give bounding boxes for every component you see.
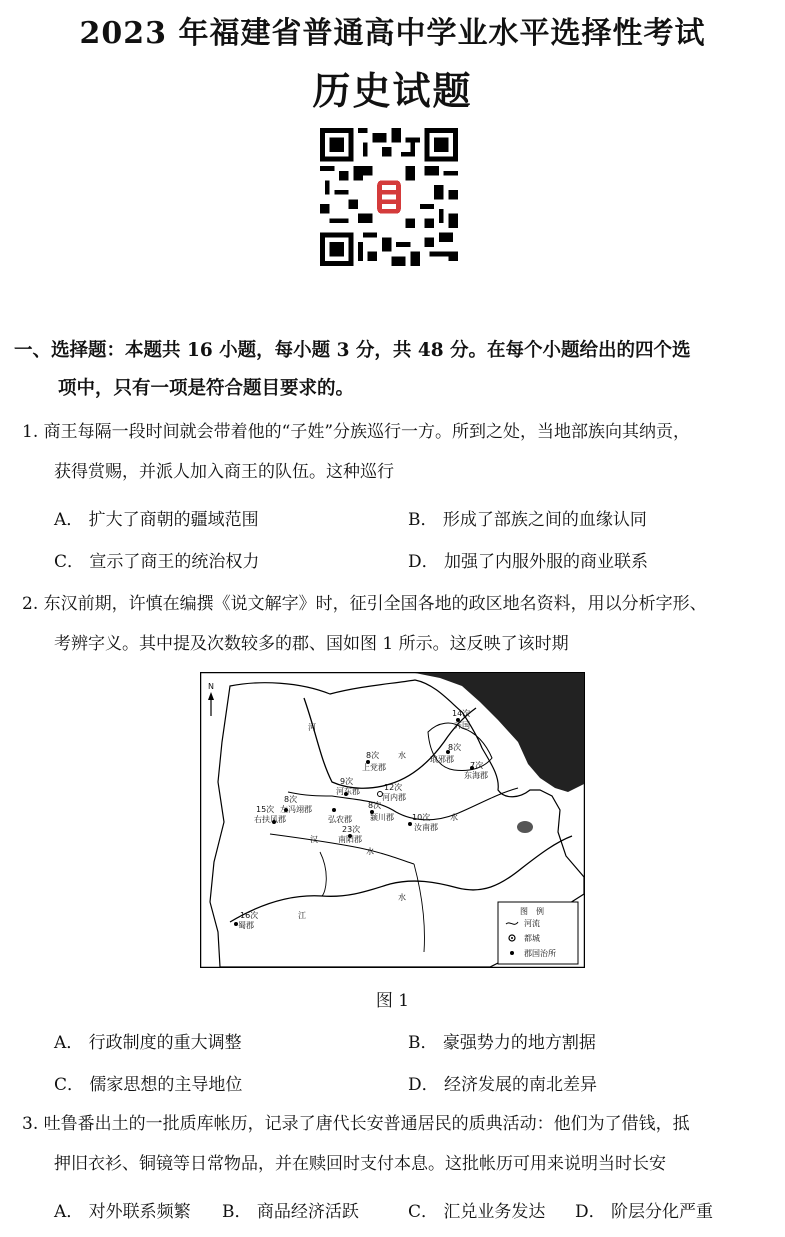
q2-option-b: B． 豪强势力的地方割据	[408, 1033, 596, 1053]
question-2	[22, 584, 774, 664]
q2-option-c: C． 儒家思想的主导地位	[54, 1075, 243, 1095]
question-1-line-1: 1. 商王每隔一段时间就会带着他的“子姓”分族巡行一方。所到之处，当地部族向其纳贡，	[22, 422, 691, 442]
legend-capital-label: 都城	[524, 934, 540, 943]
section-line-1: 一、选择题：本题共 16 小题，每小题 3 分，共 48 分。在每个小题给出的四个选	[14, 340, 691, 361]
figure-caption: 图 1	[375, 991, 410, 1011]
place-name-donghai: 东海郡	[464, 771, 488, 780]
river-label-shui-3: 水	[366, 847, 374, 856]
q2-option-d: D． 经济发展的南北差异	[408, 1075, 598, 1095]
legend-seat-label: 郡国治所	[524, 949, 556, 958]
q3-option-a: A． 对外联系频繁	[54, 1202, 191, 1222]
place-count-hedong: 9次	[340, 777, 354, 786]
q3-option-b: B． 商品经济活跃	[222, 1202, 359, 1222]
question-1	[22, 412, 774, 492]
han-commanderies-map	[200, 672, 585, 968]
place-name-zuopingyi: 左冯翊郡	[280, 805, 312, 814]
north-label: N	[208, 682, 214, 691]
question-3-line-1: 3. 吐鲁番出土的一批质库帐历，记录了唐代长安普通居民的质典活动：他们为了借钱，抵	[22, 1114, 690, 1134]
place-count-yingchuan: 8次	[368, 801, 382, 810]
section-line-2: 项中，只有一项是符合题目要求的。	[58, 378, 355, 399]
place-name-langye: 琅邪郡	[430, 755, 454, 764]
question-2-line-2: 考辨字义。其中提及次数较多的郡、国如图 1 所示。这反映了该时期	[54, 634, 569, 654]
legend-title: 图 例	[520, 907, 544, 916]
place-count-henei: 12次	[384, 783, 403, 792]
river-label-he: 河	[308, 723, 316, 732]
exam-subtitle: 历史试题	[312, 68, 473, 113]
place-name-hongnong: 弘农郡	[328, 815, 352, 824]
q1-option-a: A． 扩大了商朝的疆域范围	[54, 510, 259, 530]
legend-river-label: 河流	[524, 919, 540, 928]
place-name-qi: 齐国	[454, 721, 470, 730]
river-label-shui-4: 水	[398, 893, 406, 902]
q1-option-b: B． 形成了部族之间的血缘认同	[408, 510, 647, 530]
place-name-hedong: 河东郡	[336, 787, 360, 796]
place-name-runan: 汝南郡	[414, 823, 438, 832]
place-count-zuopingyi: 8次	[284, 795, 298, 804]
q3-option-c: C． 汇兑业务发达	[408, 1202, 546, 1222]
question-3	[22, 1104, 774, 1184]
place-count-shangdang: 8次	[366, 751, 380, 760]
place-count-nanyang: 23次	[342, 825, 361, 834]
place-count-donghai: 7次	[470, 761, 484, 770]
place-name-henei: 河内郡	[382, 793, 406, 802]
place-name-shu: 蜀郡	[238, 921, 254, 930]
place-name-shangdang: 上党郡	[362, 763, 386, 772]
river-label-han: 汉	[310, 835, 318, 844]
question-2-line-1: 2. 东汉前期，许慎在编撰《说文解字》时，征引全国各地的政区地名资料，用以分析字形、	[22, 594, 707, 614]
q1-option-c: C． 宣示了商王的统治权力	[54, 552, 260, 572]
place-count-langye: 8次	[448, 743, 462, 752]
q3-option-d: D． 阶层分化严重	[575, 1202, 714, 1222]
river-label-jiang: 江	[298, 911, 306, 920]
place-count-youfufeng: 15次	[256, 805, 275, 814]
question-3-line-2: 押旧衣衫、铜镜等日常物品，并在赎回时支付本息。这批帐历可用来说明当时长安	[54, 1154, 666, 1174]
q1-option-d: D． 加强了内服外服的商业联系	[408, 552, 649, 572]
qr-code	[320, 128, 458, 266]
river-label-shui-1: 水	[398, 751, 406, 760]
section-heading	[14, 332, 774, 408]
place-name-yingchuan: 颍川郡	[370, 813, 394, 822]
place-count-shu: 16次	[240, 911, 259, 920]
place-name-nanyang: 南阳郡	[338, 835, 362, 844]
river-label-shui-2: 水	[450, 813, 458, 822]
place-count-qi: 14次	[452, 709, 471, 718]
place-count-runan: 10次	[412, 813, 431, 822]
question-1-line-2: 获得赏赐，并派人加入商王的队伍。这种巡行	[54, 462, 394, 482]
q2-option-a: A． 行政制度的重大调整	[54, 1033, 242, 1053]
exam-title: 2023 年福建省普通高中学业水平选择性考试	[79, 16, 706, 51]
place-name-youfufeng: 右扶风郡	[254, 815, 286, 824]
